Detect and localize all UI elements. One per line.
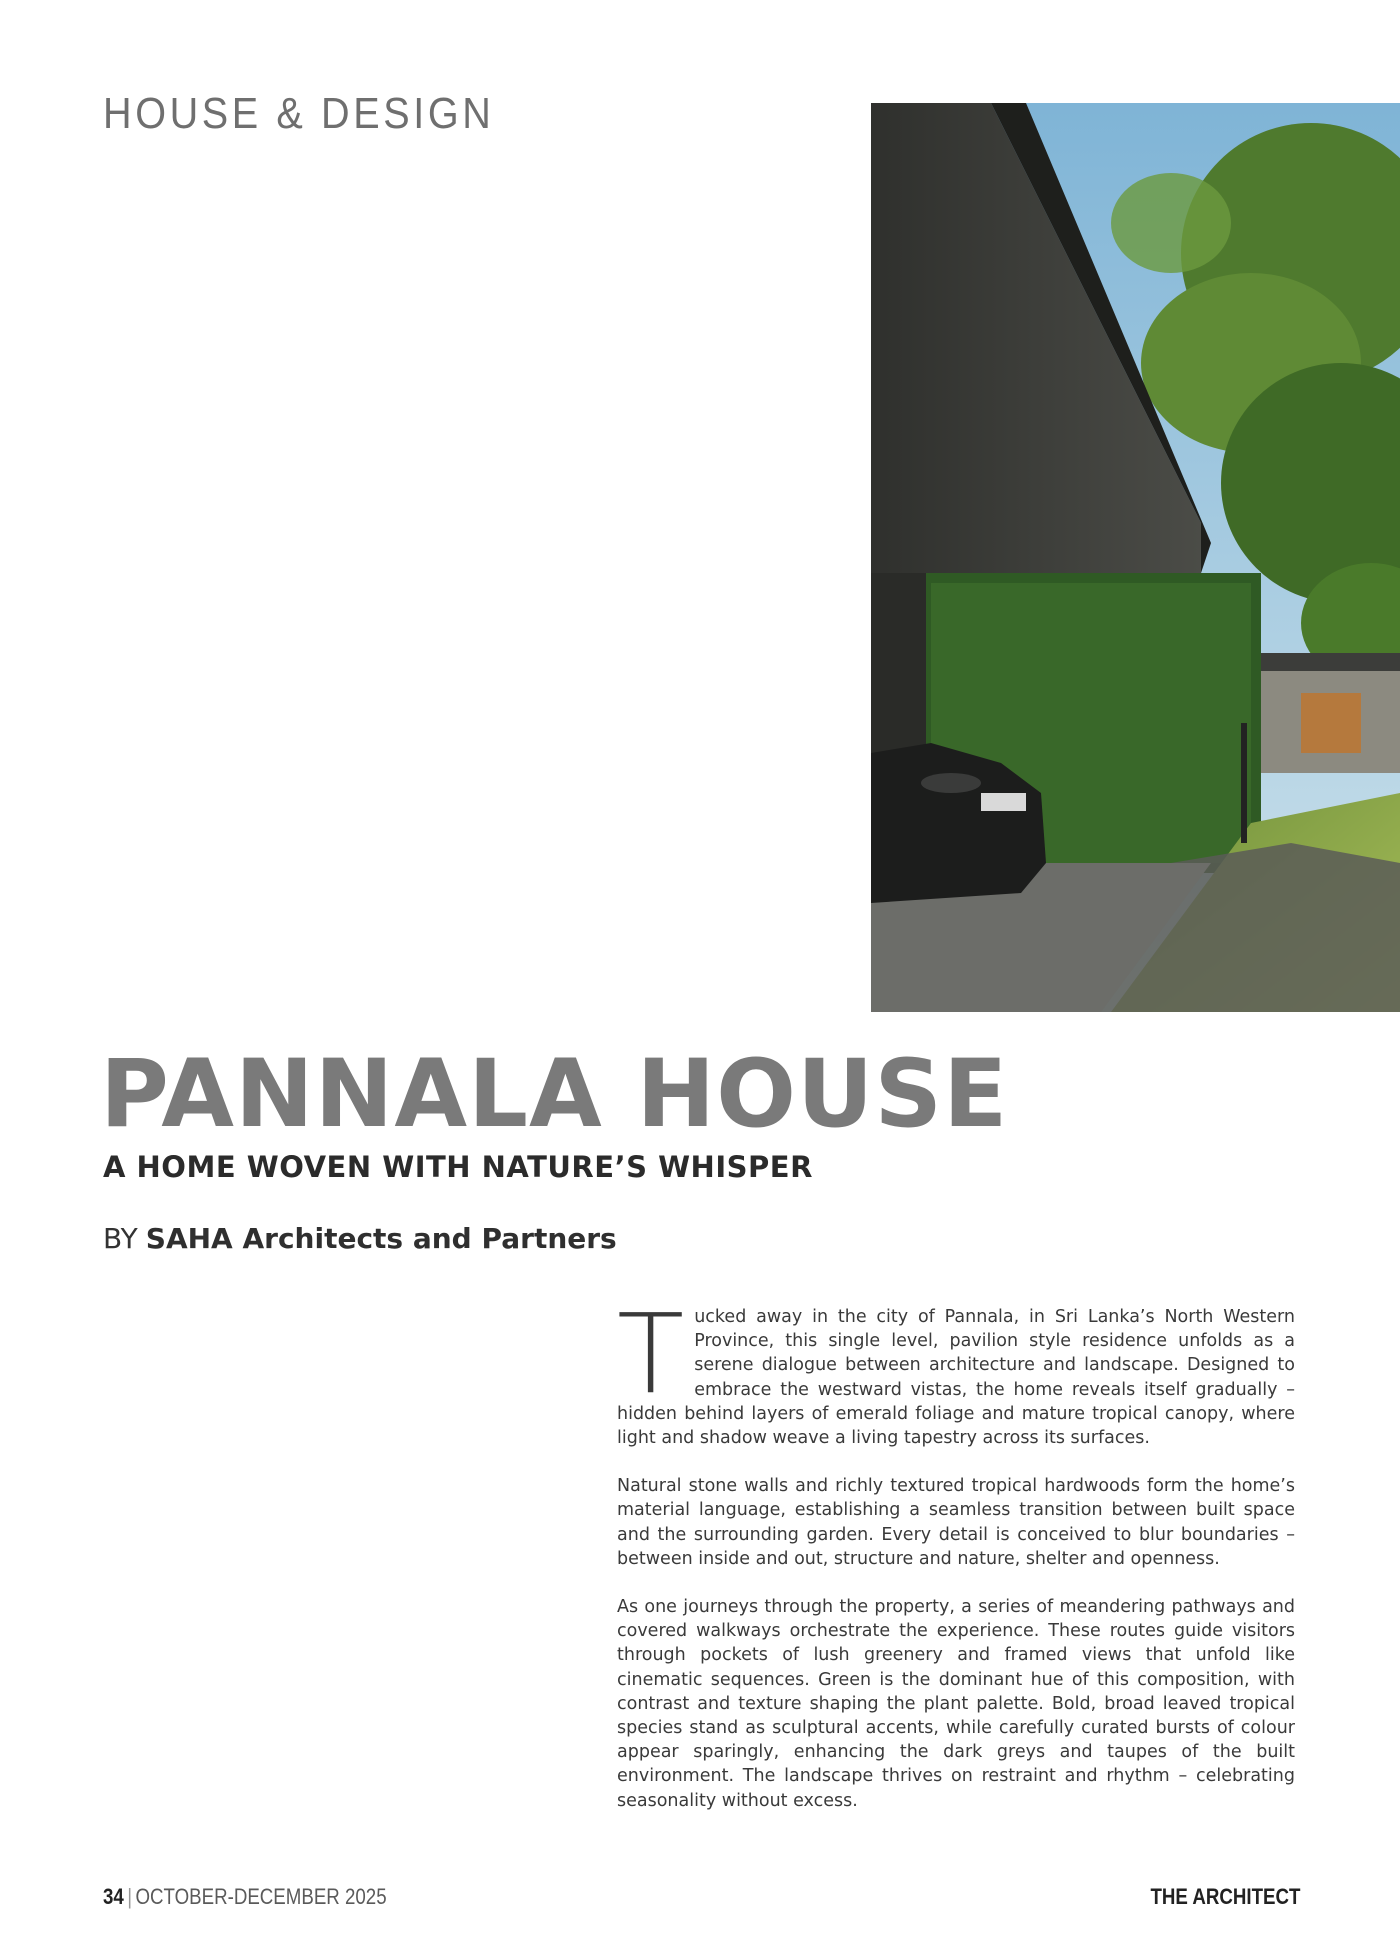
footer-separator: |	[127, 1884, 133, 1909]
section-label: HOUSE & DESIGN	[103, 89, 495, 138]
house-photo-icon	[871, 103, 1400, 1012]
issue-date: OCTOBER-DECEMBER 2025	[135, 1884, 387, 1909]
magazine-name: THE ARCHITECT	[1150, 1884, 1300, 1909]
paragraph-2: Natural stone walls and richly textured tropical hardwoods form the home’s material language, establishing a seamless transition between built space and the surrounding garden. Every detail is conceived to blur boundaries – between inside and out, structure and nature, shelter and openness.	[617, 1476, 1295, 1569]
hero-photo	[871, 103, 1400, 1012]
footer-page-info	[103, 1884, 387, 1910]
article-title: PANNALA HOUSE	[100, 1040, 1009, 1149]
byline	[103, 1222, 617, 1255]
article-body	[617, 1290, 1295, 1837]
paragraph-3: As one journeys through the property, a series of meandering pathways and covered walkways orchestrate the experience. These routes guide visitors through pockets of lush greenery and framed views that unfold like cinematic sequences. Green is the dominant hue of this composition, with contrast and texture shaping the plant palette. Bold, broad leaved tropical species stand as sculptural accents, while carefully curated bursts of colour appear sparingly, enhancing the dark greys and taupes of the built environment. The landscape thrives on restraint and rhythm – celebrating seasonality without excess.	[617, 1597, 1295, 1811]
byline-prefix: BY	[103, 1222, 138, 1255]
paragraph-1	[617, 1290, 1295, 1450]
page-number: 34	[103, 1884, 124, 1909]
article-subtitle: A HOME WOVEN WITH NATURE’S WHISPER	[103, 1150, 813, 1184]
drop-cap: T	[617, 1290, 685, 1418]
paragraph-1-text: ucked away in the city of Pannala, in Sri Lanka’s North Western Province, this single level, pavilion style residence unfolds as a serene dialogue between architecture and landscape. Designed to embrace the westward vistas, the home reveals itself gradually – hidden behind layers of emerald foliage and mature tropical canopy, where light and shadow weave a living tapestry across its surfaces.	[617, 1307, 1295, 1449]
byline-author: SAHA Architects and Partners	[145, 1222, 617, 1255]
